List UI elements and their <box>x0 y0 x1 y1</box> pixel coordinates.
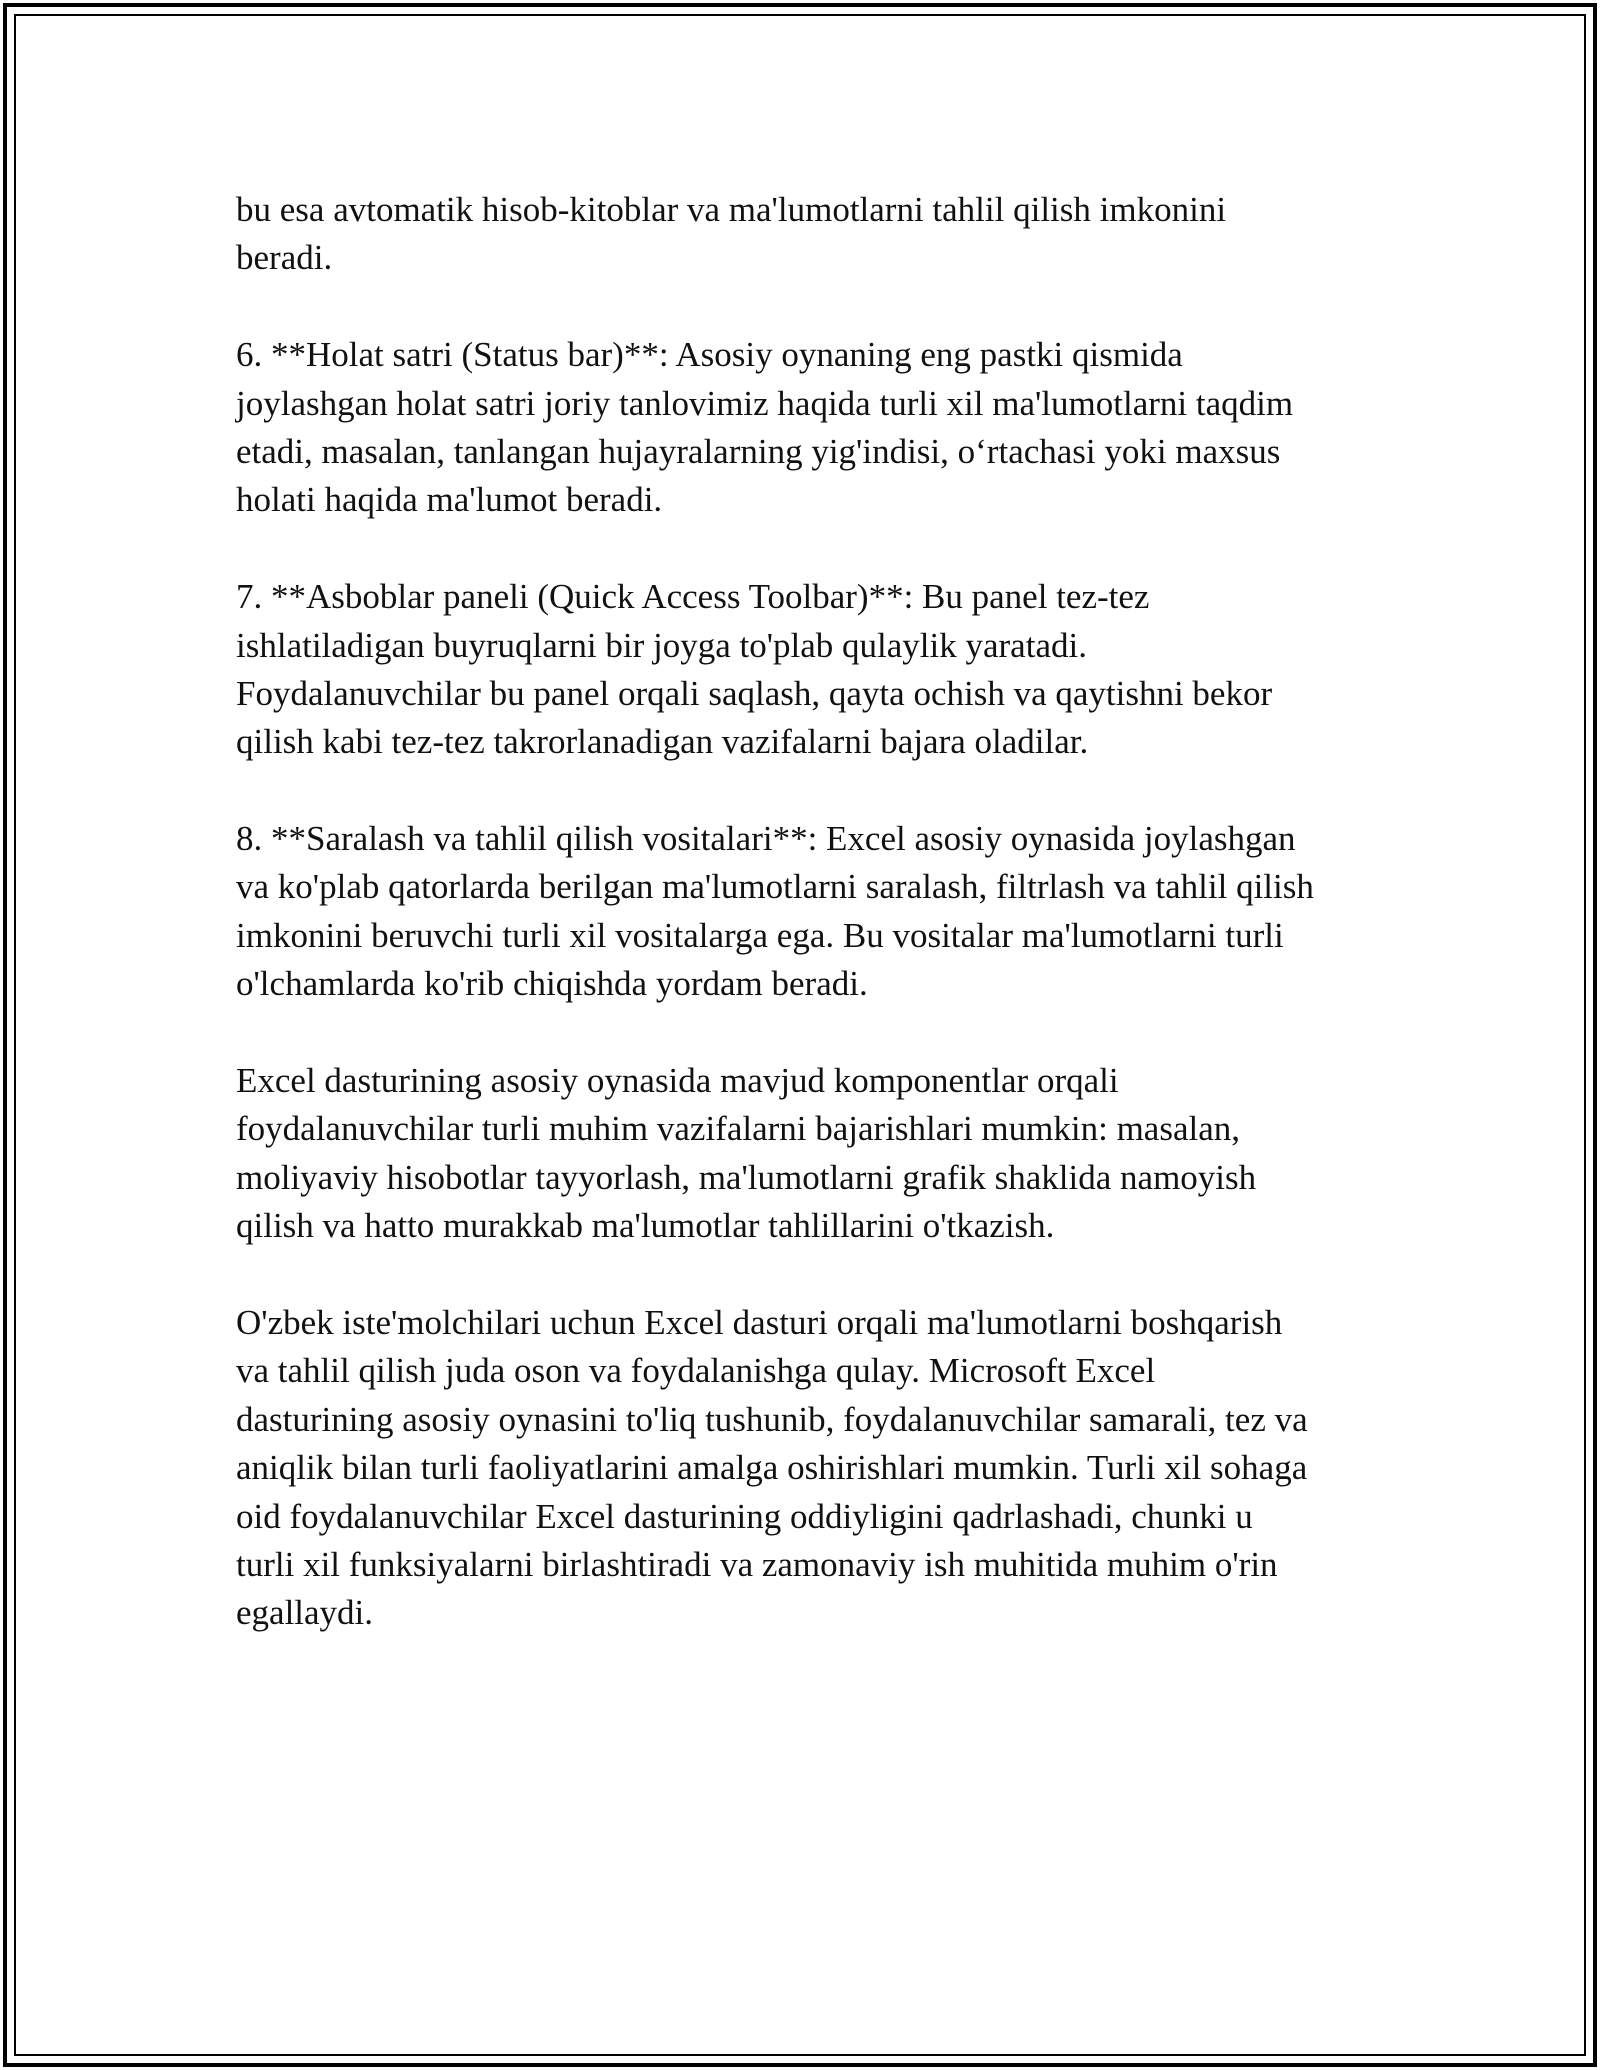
text-line: va ko'plab qatorlarda berilgan ma'lumotlarni saralash, filtrlash va tahlil qilish <box>236 867 1314 907</box>
text-line: foydalanuvchilar turli muhim vazifalarni bajarishlari mumkin: masalan, <box>236 1109 1240 1149</box>
text-line: qilish va hatto murakkab ma'lumotlar tahlillarini o'tkazish. <box>236 1206 1055 1246</box>
text-line: va tahlil qilish juda oson va foydalanishga qulay. Microsoft Excel <box>236 1351 1156 1391</box>
text-line: 6. **Holat satri (Status bar)**: Asosiy oynaning eng pastki qismida <box>236 335 1183 375</box>
text-line: holati haqida ma'lumot beradi. <box>236 480 663 520</box>
paragraph-status-bar <box>236 331 1376 525</box>
text-line: turli xil funksiyalarni birlashtiradi va zamonaviy ish muhitida muhim o'rin <box>236 1544 1278 1584</box>
paragraph-conclusion <box>236 1299 1376 1638</box>
text-line: egallaydi. <box>236 1593 374 1633</box>
text-line: ishlatiladigan buyruqlarni bir joyga to'plab qulaylik yaratadi. <box>236 625 1087 665</box>
paragraph-continuation <box>236 186 1376 283</box>
paragraph-quick-access-toolbar <box>236 573 1376 767</box>
text-line: oid foydalanuvchilar Excel dasturining oddiyligini qadrlashadi, chunki u <box>236 1496 1253 1536</box>
text-line: joylashgan holat satri joriy tanlovimiz haqida turli xil ma'lumotlarni taqdim <box>236 383 1294 423</box>
paragraph-components-summary <box>236 1057 1376 1251</box>
text-line: dasturining asosiy oynasini to'liq tushunib, foydalanuvchilar samarali, tez va <box>236 1399 1308 1439</box>
text-line: o'lchamlarda ko'rib chiqishda yordam beradi. <box>236 964 868 1004</box>
text-line: 7. **Asboblar paneli (Quick Access Toolbar)**: Bu panel tez-tez <box>236 577 1150 617</box>
document-body <box>236 186 1376 1686</box>
text-line: bu esa avtomatik hisob-kitoblar va ma'lumotlarni tahlil qilish imkonini <box>236 190 1227 229</box>
text-line: aniqlik bilan turli faoliyatlarini amalga oshirishlari mumkin. Turli xil sohaga <box>236 1448 1308 1488</box>
text-line: O'zbek iste'molchilari uchun Excel dasturi orqali ma'lumotlarni boshqarish <box>236 1302 1283 1342</box>
paragraph-sort-analysis-tools <box>236 815 1376 1009</box>
text-line: beradi. <box>236 238 333 278</box>
text-line: qilish kabi tez-tez takrorlanadigan vazifalarni bajara oladilar. <box>236 722 1089 762</box>
text-line: moliyaviy hisobotlar tayyorlash, ma'lumotlarni grafik shaklida namoyish <box>236 1157 1257 1197</box>
text-line: imkonini beruvchi turli xil vositalarga ega. Bu vositalar ma'lumotlarni turli <box>236 915 1284 955</box>
text-line: etadi, masalan, tanlangan hujayralarning yig'indisi, oʻrtachasi yoki maxsus <box>236 431 1281 471</box>
text-line: 8. **Saralash va tahlil qilish vositalari**: Excel asosiy oynasida joylashgan <box>236 819 1296 859</box>
text-line: Foydalanuvchilar bu panel orqali saqlash, qayta ochish va qaytishni bekor <box>236 673 1273 713</box>
text-line: Excel dasturining asosiy oynasida mavjud komponentlar orqali <box>236 1061 1119 1101</box>
